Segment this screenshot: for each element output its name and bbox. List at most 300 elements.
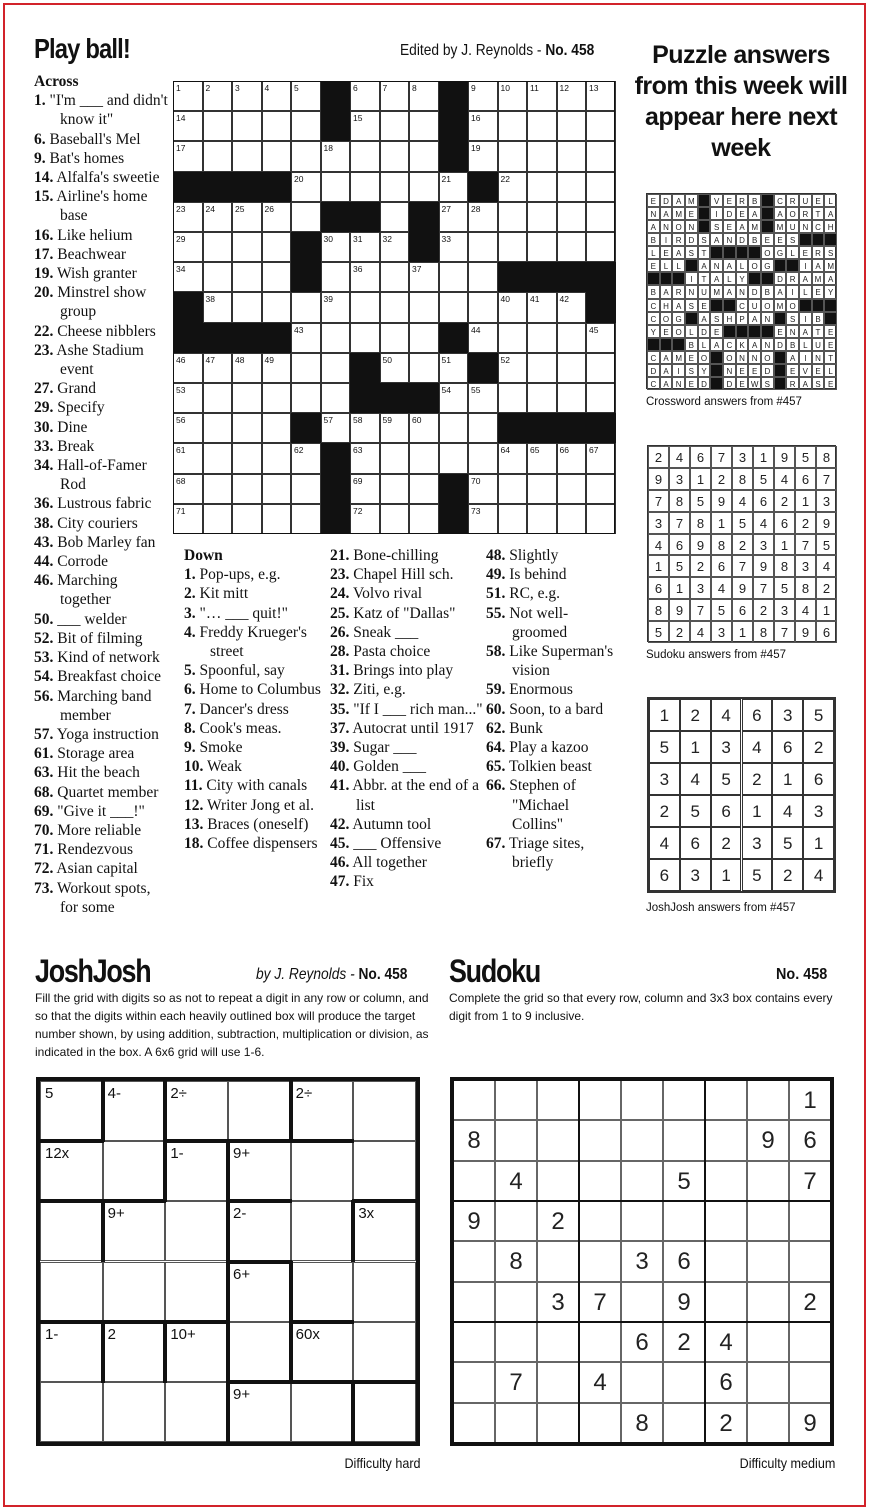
crossword-cell[interactable] <box>321 292 351 322</box>
crossword-cell[interactable] <box>527 292 557 322</box>
crossword-cell[interactable] <box>203 443 233 473</box>
crossword-cell[interactable] <box>468 292 498 322</box>
crossword-cell[interactable] <box>527 81 557 111</box>
sudoku-cell[interactable] <box>495 1120 537 1160</box>
crossword-cell[interactable] <box>232 141 262 171</box>
crossword-cell[interactable] <box>586 81 616 111</box>
crossword-cell[interactable] <box>173 232 203 262</box>
crossword-cell[interactable] <box>498 141 528 171</box>
crossword-cell[interactable] <box>409 81 439 111</box>
crossword-cell[interactable] <box>498 111 528 141</box>
answer-block <box>748 325 761 338</box>
crossword-cell[interactable] <box>262 141 292 171</box>
sudoku-cell[interactable] <box>537 1161 579 1201</box>
crossword-cell[interactable] <box>350 232 380 262</box>
sudoku-cell[interactable] <box>579 1161 621 1201</box>
crossword-cell[interactable] <box>262 504 292 534</box>
crossword-cell[interactable] <box>291 172 321 202</box>
joshjosh-cell[interactable] <box>291 1201 354 1261</box>
joshjosh-cell[interactable] <box>40 1201 103 1261</box>
joshjosh-cell[interactable] <box>228 1322 291 1382</box>
crossword-cell[interactable] <box>527 383 557 413</box>
crossword-cell[interactable] <box>557 141 587 171</box>
crossword-cell[interactable] <box>557 504 587 534</box>
crossword-cell[interactable] <box>380 504 410 534</box>
answer-letter: V <box>710 194 723 207</box>
crossword-cell[interactable] <box>321 262 351 292</box>
joshjosh-cell[interactable] <box>40 1322 103 1382</box>
crossword-cell[interactable] <box>350 81 380 111</box>
crossword-cell[interactable] <box>350 111 380 141</box>
crossword-cell[interactable] <box>557 323 587 353</box>
joshjosh-cell[interactable] <box>353 1262 416 1322</box>
crossword-cell[interactable] <box>498 232 528 262</box>
joshjosh-cell[interactable] <box>228 1382 291 1442</box>
sudoku-cell[interactable] <box>453 1282 495 1322</box>
crossword-cell[interactable] <box>262 111 292 141</box>
crossword-cell[interactable] <box>291 383 321 413</box>
crossword-cell[interactable] <box>232 504 262 534</box>
joshjosh-cell[interactable] <box>165 1201 228 1261</box>
crossword-cell[interactable] <box>232 292 262 322</box>
sudoku-cell[interactable] <box>789 1201 831 1241</box>
crossword-cell[interactable] <box>586 353 616 383</box>
crossword-cell[interactable] <box>557 172 587 202</box>
crossword-cell[interactable] <box>173 353 203 383</box>
crossword-cell[interactable] <box>232 413 262 443</box>
crossword-cell[interactable] <box>232 474 262 504</box>
sudoku-cell[interactable] <box>789 1241 831 1281</box>
sudoku-cell[interactable] <box>621 1120 663 1160</box>
sudoku-cell[interactable] <box>747 1161 789 1201</box>
crossword-cell[interactable] <box>498 443 528 473</box>
crossword-cell[interactable] <box>173 81 203 111</box>
sudoku-cell[interactable] <box>789 1362 831 1402</box>
crossword-cell[interactable] <box>203 383 233 413</box>
crossword-cell[interactable] <box>557 232 587 262</box>
crossword-cell[interactable] <box>203 81 233 111</box>
answer-digit: 8 <box>732 468 753 490</box>
sudoku-cell[interactable] <box>705 1282 747 1322</box>
crossword-cell[interactable] <box>557 353 587 383</box>
crossword-cell[interactable] <box>321 413 351 443</box>
crossword-cell[interactable] <box>439 292 469 322</box>
crossword-cell[interactable] <box>262 383 292 413</box>
crossword-cell[interactable] <box>409 111 439 141</box>
sudoku-cell[interactable] <box>579 1241 621 1281</box>
joshjosh-cell[interactable] <box>353 1382 416 1442</box>
crossword-cell[interactable] <box>232 202 262 232</box>
answer-digit: 8 <box>753 621 774 643</box>
crossword-cell[interactable] <box>380 353 410 383</box>
joshjosh-cell[interactable] <box>40 1382 103 1442</box>
answer-block <box>647 272 660 285</box>
sudoku-cell[interactable] <box>453 1403 495 1443</box>
cell-number: 43 <box>294 324 304 335</box>
crossword-cell[interactable] <box>291 504 321 534</box>
crossword-cell[interactable] <box>321 323 351 353</box>
sudoku-cell[interactable] <box>579 1120 621 1160</box>
crossword-cell[interactable] <box>527 474 557 504</box>
crossword-cell[interactable] <box>232 353 262 383</box>
crossword-cell[interactable] <box>527 323 557 353</box>
crossword-cell[interactable] <box>586 202 616 232</box>
crossword-cell[interactable] <box>380 172 410 202</box>
clue-number: 53. <box>34 649 54 667</box>
crossword-cell[interactable] <box>262 81 292 111</box>
crossword-cell[interactable] <box>439 262 469 292</box>
sudoku-cell[interactable] <box>663 1080 705 1120</box>
crossword-cell[interactable] <box>527 443 557 473</box>
crossword-cell[interactable] <box>468 413 498 443</box>
crossword-cell[interactable] <box>262 202 292 232</box>
crossword-cell[interactable] <box>173 202 203 232</box>
answer-letter: D <box>723 377 736 390</box>
joshjosh-cell[interactable] <box>165 1141 228 1201</box>
crossword-cell[interactable] <box>527 232 557 262</box>
crossword-cell[interactable] <box>291 111 321 141</box>
down-heading: Down <box>184 547 223 564</box>
sudoku-cell[interactable] <box>579 1201 621 1241</box>
crossword-cell[interactable] <box>173 141 203 171</box>
sudoku-cell[interactable] <box>495 1322 537 1362</box>
answer-letter: N <box>723 233 736 246</box>
crossword-cell[interactable] <box>586 232 616 262</box>
joshjosh-cell[interactable] <box>291 1262 354 1322</box>
answer-letter: A <box>660 285 673 298</box>
crossword-cell[interactable] <box>203 413 233 443</box>
crossword-cell[interactable] <box>498 292 528 322</box>
answer-letter: Y <box>824 285 837 298</box>
crossword-cell[interactable] <box>527 172 557 202</box>
crossword-cell[interactable] <box>203 111 233 141</box>
sudoku-cell[interactable] <box>537 1241 579 1281</box>
answer-letter: L <box>824 364 837 377</box>
sudoku-cell[interactable] <box>621 1282 663 1322</box>
crossword-cell[interactable] <box>409 443 439 473</box>
joshjosh-cell[interactable] <box>40 1141 103 1201</box>
crossword-cell[interactable] <box>232 81 262 111</box>
crossword-cell[interactable] <box>557 292 587 322</box>
sudoku-cell[interactable] <box>621 1161 663 1201</box>
crossword-cell[interactable] <box>173 111 203 141</box>
answer-digit: 5 <box>732 512 753 534</box>
crossword-cell[interactable] <box>586 504 616 534</box>
crossword-cell[interactable] <box>557 81 587 111</box>
answer-letter: A <box>799 325 812 338</box>
sudoku-cell[interactable] <box>495 1080 537 1120</box>
crossword-cell[interactable] <box>498 81 528 111</box>
crossword-cell[interactable] <box>380 202 410 232</box>
crossword-cell[interactable] <box>291 323 321 353</box>
joshjosh-cell[interactable] <box>228 1201 291 1261</box>
crossword-cell[interactable] <box>468 504 498 534</box>
crossword-cell[interactable] <box>409 292 439 322</box>
answer-digit: 5 <box>690 490 711 512</box>
crossword-cell[interactable] <box>586 141 616 171</box>
crossword-cell[interactable] <box>173 443 203 473</box>
sudoku-cell[interactable] <box>705 1241 747 1281</box>
crossword-cell[interactable] <box>527 202 557 232</box>
crossword-cell[interactable] <box>468 443 498 473</box>
crossword-cell[interactable] <box>498 172 528 202</box>
crossword-cell[interactable] <box>409 474 439 504</box>
sudoku-cell[interactable] <box>705 1120 747 1160</box>
clue-text: "I'm ___ and didn't know it" <box>49 92 168 129</box>
sudoku-cell[interactable] <box>747 1362 789 1402</box>
joshjosh-cell[interactable] <box>291 1382 354 1442</box>
crossword-cell[interactable] <box>586 172 616 202</box>
answer-letter: L <box>698 338 711 351</box>
crossword-cell[interactable] <box>291 202 321 232</box>
crossword-cell[interactable] <box>439 202 469 232</box>
crossword-cell[interactable] <box>350 443 380 473</box>
joshjosh-cell[interactable] <box>291 1141 354 1201</box>
crossword-cell[interactable] <box>380 141 410 171</box>
crossword-cell[interactable] <box>350 474 380 504</box>
joshjosh-cell[interactable] <box>103 1141 166 1201</box>
crossword-cell[interactable] <box>262 262 292 292</box>
crossword-cell[interactable] <box>586 111 616 141</box>
crossword-cell[interactable] <box>350 172 380 202</box>
crossword-cell[interactable] <box>232 262 262 292</box>
crossword-cell[interactable] <box>498 474 528 504</box>
crossword-cell[interactable] <box>380 292 410 322</box>
crossword-cell[interactable] <box>380 323 410 353</box>
sudoku-cell[interactable] <box>705 1161 747 1201</box>
joshjosh-cell[interactable] <box>103 1081 166 1141</box>
crossword-cell[interactable] <box>173 262 203 292</box>
sudoku-cell[interactable] <box>747 1241 789 1281</box>
crossword-cell[interactable] <box>203 292 233 322</box>
sudoku-cell[interactable] <box>537 1322 579 1362</box>
crossword-cell[interactable] <box>439 413 469 443</box>
crossword-cell[interactable] <box>350 262 380 292</box>
crossword-cell[interactable] <box>350 413 380 443</box>
crossword-cell[interactable] <box>498 504 528 534</box>
crossword-cell[interactable] <box>557 111 587 141</box>
crossword-cell[interactable] <box>262 232 292 262</box>
sudoku-cell[interactable] <box>495 1403 537 1443</box>
sudoku-cell[interactable] <box>705 1080 747 1120</box>
crossword-cell[interactable] <box>380 111 410 141</box>
crossword-cell[interactable] <box>468 141 498 171</box>
joshjosh-cell[interactable] <box>353 1141 416 1201</box>
joshjosh-cell[interactable] <box>40 1262 103 1322</box>
crossword-cell[interactable] <box>262 353 292 383</box>
crossword-cell[interactable] <box>203 504 233 534</box>
crossword-cell[interactable] <box>557 474 587 504</box>
sudoku-cell[interactable] <box>747 1201 789 1241</box>
crossword-cell[interactable] <box>439 383 469 413</box>
crossword-cell[interactable] <box>468 81 498 111</box>
crossword-cell[interactable] <box>498 323 528 353</box>
joshjosh-cell[interactable] <box>291 1322 354 1382</box>
crossword-cell[interactable] <box>291 443 321 473</box>
answer-letter: Y <box>647 325 660 338</box>
crossword-cell[interactable] <box>291 474 321 504</box>
crossword-cell[interactable] <box>586 443 616 473</box>
crossword-cell[interactable] <box>291 292 321 322</box>
crossword-cell[interactable] <box>527 504 557 534</box>
sudoku-title: Sudoku <box>449 953 540 989</box>
crossword-cell[interactable] <box>468 202 498 232</box>
sudoku-cell[interactable] <box>579 1403 621 1443</box>
joshjosh-cell[interactable] <box>103 1322 166 1382</box>
crossword-cell[interactable] <box>203 474 233 504</box>
crossword-cell[interactable] <box>203 262 233 292</box>
sudoku-cell[interactable] <box>537 1403 579 1443</box>
crossword-cell[interactable] <box>468 323 498 353</box>
crossword-cell[interactable] <box>291 81 321 111</box>
sudoku-cell[interactable] <box>705 1201 747 1241</box>
crossword-cell[interactable] <box>380 474 410 504</box>
crossword-cell[interactable] <box>232 443 262 473</box>
crossword-cell[interactable] <box>409 262 439 292</box>
crossword-cell[interactable] <box>262 443 292 473</box>
crossword-cell[interactable] <box>409 323 439 353</box>
crossword-cell[interactable] <box>409 353 439 383</box>
crossword-cell[interactable] <box>173 504 203 534</box>
answer-block <box>698 207 711 220</box>
crossword-cell[interactable] <box>262 474 292 504</box>
crossword-cell[interactable] <box>380 81 410 111</box>
crossword-cell[interactable] <box>232 111 262 141</box>
sudoku-cell[interactable] <box>537 1120 579 1160</box>
joshjosh-cell[interactable] <box>165 1081 228 1141</box>
joshjosh-cell[interactable] <box>165 1322 228 1382</box>
crossword-cell[interactable] <box>291 353 321 383</box>
crossword-cell[interactable] <box>498 353 528 383</box>
joshjosh-cell[interactable] <box>40 1081 103 1141</box>
crossword-cell[interactable] <box>203 202 233 232</box>
crossword-cell[interactable] <box>439 172 469 202</box>
crossword-cell[interactable] <box>203 141 233 171</box>
sudoku-cell[interactable] <box>663 1362 705 1402</box>
crossword-cell[interactable] <box>468 383 498 413</box>
crossword-cell[interactable] <box>498 383 528 413</box>
sudoku-cell[interactable] <box>663 1120 705 1160</box>
joshjosh-cell[interactable] <box>353 1081 416 1141</box>
crossword-cell[interactable] <box>380 413 410 443</box>
sudoku-cell[interactable] <box>663 1403 705 1443</box>
crossword-cell[interactable] <box>291 141 321 171</box>
joshjosh-cell[interactable] <box>353 1201 416 1261</box>
crossword-cell[interactable] <box>498 202 528 232</box>
crossword-cell[interactable] <box>350 504 380 534</box>
sudoku-cell[interactable] <box>789 1322 831 1362</box>
crossword-cell[interactable] <box>468 111 498 141</box>
answer-digit: 5 <box>803 699 834 731</box>
clue-text: Writer Jong et al. <box>206 796 314 814</box>
crossword-cell[interactable] <box>468 474 498 504</box>
sudoku-cell[interactable] <box>621 1080 663 1120</box>
crossword-cell[interactable] <box>468 262 498 292</box>
sudoku-cell[interactable] <box>453 1161 495 1201</box>
joshjosh-cell[interactable] <box>103 1262 166 1322</box>
crossword-cell[interactable] <box>173 474 203 504</box>
joshjosh-cell[interactable] <box>165 1262 228 1322</box>
crossword-cell[interactable] <box>557 443 587 473</box>
crossword-cell[interactable] <box>527 111 557 141</box>
crossword-cell[interactable] <box>557 383 587 413</box>
answer-letter: O <box>761 299 774 312</box>
crossword-cell[interactable] <box>409 504 439 534</box>
sudoku-cell[interactable] <box>453 1080 495 1120</box>
joshjosh-cell[interactable] <box>353 1322 416 1382</box>
crossword-cell[interactable] <box>527 353 557 383</box>
crossword-block <box>232 172 262 202</box>
sudoku-cell[interactable] <box>621 1201 663 1241</box>
crossword-cell[interactable] <box>468 232 498 262</box>
crossword-cell[interactable] <box>321 172 351 202</box>
crossword-cell[interactable] <box>321 353 351 383</box>
sudoku-cell[interactable] <box>495 1282 537 1322</box>
crossword-cell[interactable] <box>262 292 292 322</box>
crossword-cell[interactable] <box>232 383 262 413</box>
joshjosh-cell[interactable] <box>103 1382 166 1442</box>
sudoku-cell[interactable] <box>495 1201 537 1241</box>
crossword-cell[interactable] <box>232 232 262 262</box>
crossword-cell[interactable] <box>321 141 351 171</box>
crossword-cell[interactable] <box>262 413 292 443</box>
crossword-cell[interactable] <box>321 383 351 413</box>
crossword-cell[interactable] <box>586 474 616 504</box>
crossword-cell[interactable] <box>439 353 469 383</box>
sudoku-cell[interactable] <box>537 1362 579 1402</box>
sudoku-cell[interactable] <box>537 1080 579 1120</box>
crossword-cell[interactable] <box>586 383 616 413</box>
crossword-cell[interactable] <box>350 323 380 353</box>
joshjosh-cell[interactable] <box>291 1081 354 1141</box>
crossword-cell[interactable] <box>173 413 203 443</box>
sudoku-cell[interactable] <box>747 1282 789 1322</box>
crossword-cell[interactable] <box>350 141 380 171</box>
crossword-cell[interactable] <box>557 202 587 232</box>
crossword-cell[interactable] <box>380 232 410 262</box>
sudoku-cell[interactable] <box>579 1322 621 1362</box>
sudoku-cell[interactable] <box>747 1080 789 1120</box>
sudoku-cell[interactable] <box>747 1322 789 1362</box>
sudoku-cell[interactable] <box>453 1362 495 1402</box>
joshjosh-cell[interactable] <box>228 1262 291 1322</box>
crossword-cell[interactable] <box>439 232 469 262</box>
sudoku-cell[interactable] <box>453 1322 495 1362</box>
crossword-cell[interactable] <box>439 443 469 473</box>
crossword-cell[interactable] <box>321 232 351 262</box>
crossword-cell[interactable] <box>409 141 439 171</box>
sudoku-cell[interactable] <box>621 1362 663 1402</box>
crossword-cell[interactable] <box>380 443 410 473</box>
crossword-cell[interactable] <box>350 292 380 322</box>
sudoku-cell[interactable] <box>747 1403 789 1443</box>
crossword-cell[interactable] <box>380 262 410 292</box>
sudoku-cell[interactable] <box>453 1241 495 1281</box>
crossword-cell[interactable] <box>527 141 557 171</box>
crossword-cell[interactable] <box>409 413 439 443</box>
crossword-cell[interactable] <box>409 172 439 202</box>
joshjosh-cell[interactable] <box>165 1382 228 1442</box>
sudoku-cell[interactable] <box>663 1201 705 1241</box>
sudoku-cell[interactable] <box>579 1080 621 1120</box>
crossword-cell[interactable] <box>203 232 233 262</box>
crossword-cell[interactable] <box>586 323 616 353</box>
crossword-cell[interactable] <box>203 353 233 383</box>
joshjosh-cell[interactable] <box>228 1081 291 1141</box>
joshjosh-cell[interactable] <box>228 1141 291 1201</box>
crossword-cell[interactable] <box>173 383 203 413</box>
joshjosh-cell[interactable] <box>103 1201 166 1261</box>
